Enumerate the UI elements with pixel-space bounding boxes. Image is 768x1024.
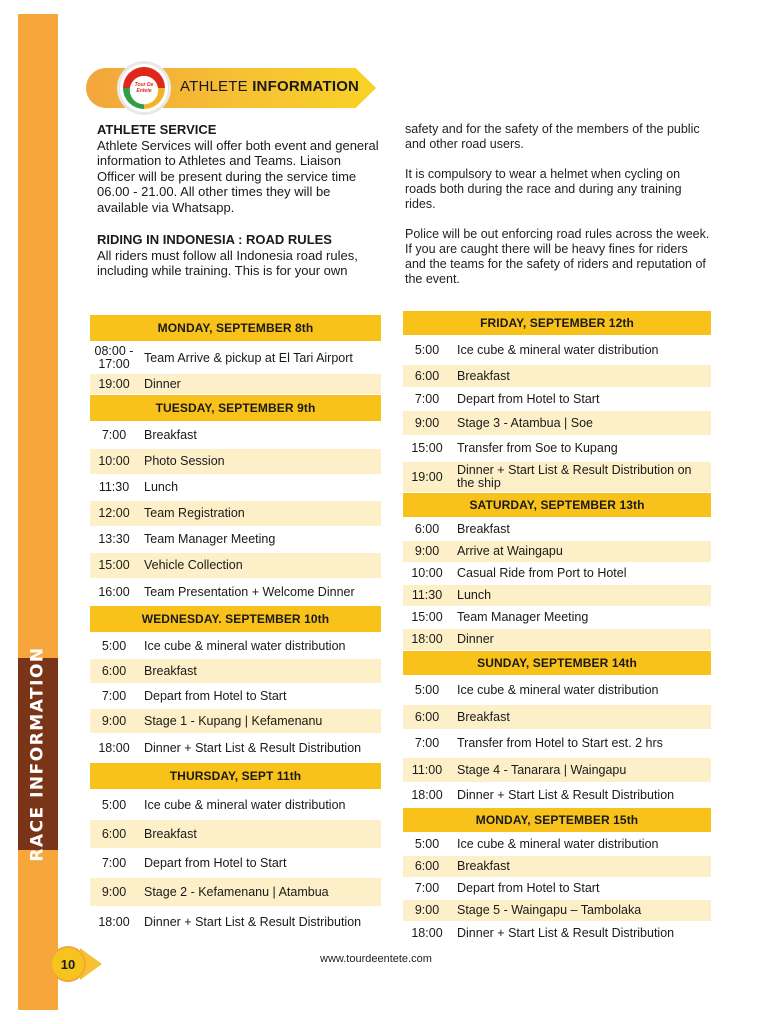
schedule-activity: Breakfast [457,859,510,873]
day-header: TUESDAY, SEPTEMBER 9th [90,395,381,421]
schedule-activity: Dinner + Start List & Result Distribution [457,925,675,940]
schedule-activity: Depart from Hotel to Start [457,391,600,406]
schedule-activity: Depart from Hotel to Start [144,688,287,703]
athlete-service-heading: ATHLETE SERVICE [97,122,217,137]
schedule-activity: Transfer from Hotel to Start est. 2 hrs [457,736,663,750]
schedule-row [403,878,711,899]
side-tab-label-wrap [18,646,58,862]
day-header: MONDAY, SEPTEMBER 15th [403,808,711,832]
day-header: THURSDAY, SEPT 11th [90,763,381,789]
schedule-row [403,388,711,410]
schedule-row [90,878,381,906]
schedule-activity: Ice cube & mineral water distribution [144,638,346,653]
athlete-service-body: Athlete Services will offer both event and general information to Athletes and Teams. Liaison Officer will be present during the service time 06.00 - 21.00. All other times they will be available via Whatsapp. [97,137,379,215]
schedule-row [403,758,711,782]
page-title-light: ATHLETE [180,78,248,95]
schedule-row [90,374,381,394]
schedule-activity: Stage 3 - Atambua | Soe [457,415,593,430]
schedule-time: 10:00 [411,566,443,580]
schedule-time: 15:00 [98,558,130,572]
day-header: FRIDAY, SEPTEMBER 12th [403,311,711,335]
schedule-activity: Depart from Hotel to Start [144,855,287,870]
schedule-time: 10:00 [98,454,130,468]
schedule-time: 9:00 [101,884,127,899]
schedule-time: 7:00 [101,688,127,703]
schedule-time: 18:00 [98,914,130,929]
schedule-time: 15:00 [411,610,443,624]
logo-text: Tour De Entete [134,82,154,94]
schedule-row [90,659,381,683]
schedule-row [403,834,711,855]
schedule-time: 5:00 [414,837,440,851]
schedule-time: 7:00 [414,391,440,406]
schedule-time: 12:00 [98,506,130,520]
schedule-row [403,462,711,492]
right-text-column [405,122,710,302]
road-rules-paragraph-3: Police will be out enforcing road rules across the week. If you are caught there will be heavy fines for riders and the teams for the safety of riders and reputation of the event. [405,227,710,286]
schedule-activity: Ice cube & mineral water distribution [457,343,659,357]
road-rules-heading: RIDING IN INDONESIA : ROAD RULES [97,232,332,247]
schedule-row [90,907,381,937]
schedule-time: 7:00 [414,881,440,895]
schedule-time: 18:00 [411,787,443,802]
footer-url: www.tourdeentete.com [320,953,432,965]
schedule-time: 16:00 [98,584,130,599]
schedule-activity: Breakfast [144,428,197,442]
event-logo [117,61,171,115]
schedule-row [90,791,381,819]
schedule-time: 18:00 [411,925,443,940]
schedule-row [403,563,711,584]
schedule-row [403,783,711,807]
schedule-time: 6:00 [414,709,440,724]
schedule-time: 5:00 [414,683,440,697]
schedule-activity: Stage 1 - Kupang | Kefamenanu [144,713,323,728]
schedule-activity: Breakfast [457,522,510,536]
schedule-time: 7:00 [101,428,127,442]
schedule-row [90,423,381,448]
schedule-row [90,579,381,605]
schedule-time: 6:00 [101,663,127,678]
schedule-time: 11:30 [98,480,130,494]
road-rules-body: All riders must follow all Indonesia road rules, including while training. This is for your own [97,247,358,278]
schedule-row [403,607,711,628]
schedule-row [403,519,711,540]
schedule-time: 6:00 [414,522,440,536]
schedule-activity: Dinner + Start List & Result Distribution on the ship [457,463,692,490]
schedule-row [90,634,381,658]
schedule-time: 6:00 [414,859,440,873]
schedule-row [90,734,381,762]
day-header: WEDNESDAY. SEPTEMBER 10th [90,606,381,632]
schedule-time: 18:00 [411,632,443,646]
schedule-activity: Lunch [457,588,492,602]
schedule-activity: Breakfast [144,663,197,678]
schedule-activity: Dinner [144,376,181,391]
schedule-activity: Ice cube & mineral water distribution [144,797,346,812]
road-rules-paragraph-2: It is compulsory to wear a helmet when cycling on roads both during the race and during any training rides. [405,167,682,211]
schedule-row [90,527,381,552]
schedule-row [403,856,711,877]
schedule-activity: Transfer from Soe to Kupang [457,441,618,455]
day-header: SUNDAY, SEPTEMBER 14th [403,651,711,675]
schedule-time: 19:00 [411,469,443,484]
schedule-time: 08:00 - 17:00 [94,344,134,371]
left-text-column [97,122,382,279]
schedule-time: 11:00 [411,762,443,777]
schedule-row [403,677,711,704]
schedule-row [403,411,711,435]
schedule-time: 5:00 [101,797,127,812]
schedule-activity: Depart from Hotel to Start [457,881,600,895]
schedule-time: 6:00 [101,826,127,841]
schedule-time: 9:00 [414,903,440,917]
schedule-activity: Team Manager Meeting [144,532,276,546]
day-header: SATURDAY, SEPTEMBER 13th [403,493,711,517]
schedule-right [403,311,711,945]
page-title-bold: INFORMATION [252,78,360,95]
schedule-row [403,922,711,944]
schedule-time: 13:30 [98,532,130,546]
schedule-time: 9:00 [414,544,440,558]
page-number: 10 [50,946,86,982]
schedule-row [403,585,711,606]
schedule-activity: Dinner + Start List & Result Distribution [144,740,362,755]
schedule-activity: Dinner + Start List & Result Distribution [144,914,362,929]
logo-emblem [123,67,165,109]
schedule-activity: Breakfast [144,826,197,841]
schedule-activity: Casual Ride from Port to Hotel [457,566,627,580]
schedule-row [90,501,381,526]
schedule-left [90,315,381,945]
schedule-time: 5:00 [414,343,440,357]
road-rules-paragraph-1: safety and for the safety of the members of the public and other road users. [405,122,700,151]
schedule-activity: Team Registration [144,506,245,520]
schedule-activity: Stage 4 - Tanarara | Waingapu [457,762,627,777]
schedule-time: 18:00 [98,740,130,755]
day-header: MONDAY, SEPTEMBER 8th [90,315,381,341]
schedule-row [403,900,711,921]
schedule-row [403,541,711,562]
schedule-row [403,730,711,757]
schedule-time: 9:00 [414,415,440,430]
schedule-activity: Stage 2 - Kefamenanu | Atambua [144,884,329,899]
schedule-activity: Lunch [144,480,179,494]
schedule-row [90,684,381,708]
page-title [180,78,359,95]
schedule-time: 15:00 [411,441,443,455]
schedule-activity: Team Manager Meeting [457,610,589,624]
schedule-activity: Ice cube & mineral water distribution [457,683,659,697]
schedule-activity: Team Arrive & pickup at El Tari Airport [144,350,353,365]
schedule-activity: Vehicle Collection [144,558,243,572]
schedule-row [403,436,711,461]
schedule-activity: Photo Session [144,454,225,468]
schedule-activity: Stage 5 - Waingapu – Tambolaka [457,903,642,917]
schedule-row [90,449,381,474]
schedule-row [90,820,381,848]
schedule-row [90,553,381,578]
schedule-activity: Arrive at Waingapu [457,544,563,558]
schedule-time: 5:00 [101,638,127,653]
schedule-activity: Ice cube & mineral water distribution [457,837,659,851]
schedule-time: 9:00 [101,713,127,728]
schedule-row [90,849,381,877]
schedule-row [403,365,711,387]
schedule-time: 11:30 [411,588,443,602]
schedule-row [403,629,711,650]
side-tab-label: RACE INFORMATION [28,646,49,862]
schedule-row [403,337,711,364]
schedule-time: 6:00 [414,368,440,383]
schedule-activity: Breakfast [457,368,510,383]
schedule-activity: Dinner [457,632,494,646]
schedule-activity: Team Presentation + Welcome Dinner [144,584,355,599]
schedule-row [90,709,381,733]
schedule-time: 7:00 [414,736,440,750]
schedule-time: 19:00 [98,376,130,391]
schedule-row [403,705,711,729]
schedule-row [90,343,381,373]
schedule-activity: Breakfast [457,709,510,724]
schedule-activity: Dinner + Start List & Result Distribution [457,787,675,802]
schedule-row [90,475,381,500]
schedule-time: 7:00 [101,855,127,870]
